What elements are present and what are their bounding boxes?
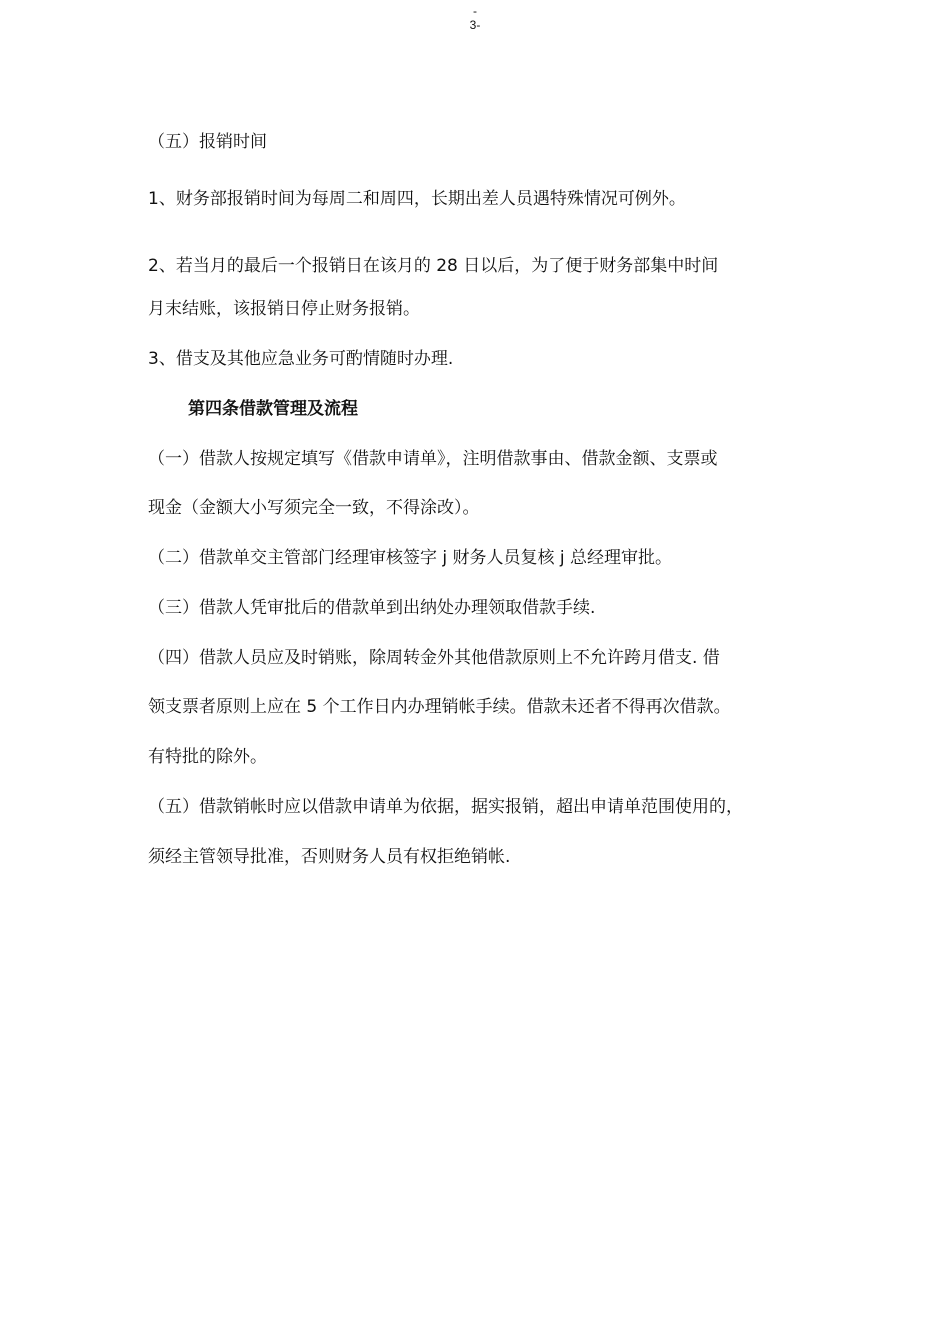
loan-line-4: （三）借款人凭审批后的借款单到出纳处办理领取借款手续. — [148, 598, 596, 618]
reimbursement-item-1: 1、财务部报销时间为每周二和周四，长期出差人员遇特殊情况可例外。 — [148, 189, 686, 209]
reimbursement-item-2-line-1: 2、若当月的最后一个报销日在该月的 28 日以后，为了便于财务部集中时间 — [148, 256, 719, 276]
loan-line-3: （二）借款单交主管部门经理审核签字 j 财务人员复核 j 总经理审批。 — [148, 548, 673, 568]
article-4-heading: 第四条借款管理及流程 — [188, 399, 358, 419]
loan-line-5: （四）借款人员应及时销账，除周转金外其他借款原则上不允许跨月借支. 借 — [148, 648, 720, 668]
loan-line-9: 须经主管领导批准，否则财务人员有权拒绝销帐. — [148, 847, 511, 867]
loan-line-1: （一）借款人按规定填写《借款申请单》，注明借款事由、借款金额、支票或 — [148, 449, 718, 469]
page-number: 3- — [469, 18, 481, 32]
loan-line-6: 领支票者原则上应在 5 个工作日内办理销帐手续。借款未还者不得再次借款。 — [148, 697, 731, 717]
loan-line-7: 有特批的除外。 — [148, 747, 267, 767]
loan-line-8: （五）借款销帐时应以借款申请单为依据，据实报销，超出申请单范围使用的， — [148, 797, 743, 817]
loan-line-2: 现金（金额大小写须完全一致，不得涂改）。 — [148, 498, 480, 518]
reimbursement-item-3: 3、借支及其他应急业务可酌情随时办理. — [148, 349, 454, 369]
reimbursement-item-2-line-2: 月末结账，该报销日停止财务报销。 — [148, 299, 420, 319]
section-title-reimbursement-time: （五）报销时间 — [148, 132, 267, 152]
page-header — [0, 4, 950, 32]
header-dash: - — [473, 4, 477, 18]
